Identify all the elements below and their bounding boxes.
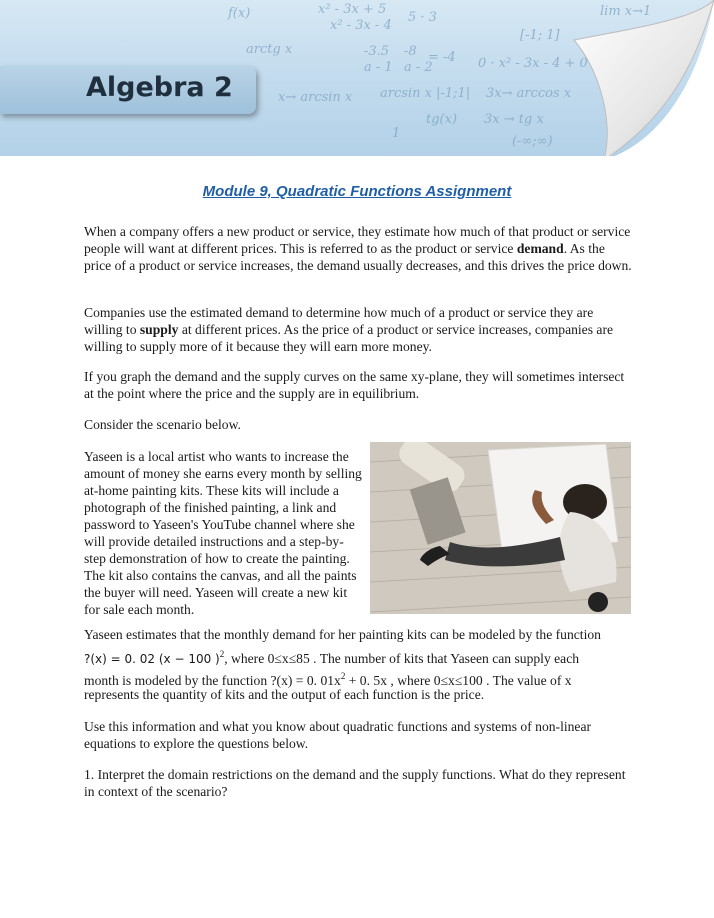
paragraph-supply: Companies use the estimated demand to determine how much of a product or service they are willing to supply at different prices. As the price of a product or service increases, companies are willing to supply more of it because they will earn more money. [84,305,613,354]
paragraph-demand-function: Yaseen estimates that the monthly demand for her painting kits can be modeled by the function [84,627,601,642]
course-title: Algebra 2 [86,72,233,103]
paragraph-scenario: Yaseen is a local artist who wants to increase the amount of money she earns every month by selling at-home painting kits. These kits will include a photograph of the finished painting, a link and password to Yaseen's YouTube channel where she will provide detailed instructions and a step-by-step demonstration of how to create the painting. The kit also contains the canvas, and all the paints the buyer will need. Yaseen will create a new kit for sale each month. [84,449,362,617]
demand-function-line: ?(x) = 0. 02 (x − 100 )$^2$, where 0≤x≤85 . The number of kits that Yaseen can supply each [84,649,580,666]
math-decoration: 0 · x² - 3x - 4 + 0 [478,56,588,71]
math-decoration: x² - 3x - 4 [330,18,392,33]
paragraph-equilibrium: If you graph the demand and the supply curves on the same xy-plane, they will sometimes intersect at the point where the price and the supply are in equilibrium. [84,369,625,401]
math-decoration: 3x→ arccos x [486,86,572,101]
paragraph-instructions: Use this information and what you know about quadratic functions and systems of non-linear equations to explore the questions below. [84,719,592,751]
page-curl-graphic [544,0,714,156]
assignment-title: Module 9, Quadratic Functions Assignment [202,183,512,200]
header-banner [0,0,714,156]
math-decoration: 1 [392,126,401,141]
paragraph-variable-meaning: represents the quantity of kits and the output of each function is the price. [84,687,485,702]
supply-function-line: month is modeled by the function ?(x) = 0. $01x^2 + 0$. 5x , where 0≤x≤100 . The value of x [84,671,572,688]
math-decoration: f(x) [228,6,251,21]
math-decoration: a - 1 [364,60,393,75]
math-decoration: a - 2 [404,60,433,75]
math-decoration: 3x → tg x [484,112,544,127]
math-decoration: x² - 3x + 5 [318,2,387,17]
math-decoration: x→ arcsin x [278,90,353,105]
artist-painting-photo [370,442,631,614]
paragraph-scenario-intro: Consider the scenario below. [84,417,241,432]
math-decoration: (-∞;∞) [512,134,553,149]
math-decoration: [-1; 1] [520,28,560,43]
math-decoration: 5 · 3 [408,10,437,25]
question-1: 1. Interpret the domain restrictions on the demand and the supply functions. What do they represent in context of the scenario? [84,767,626,799]
math-decoration: arcsin x |-1;1| [380,86,471,101]
math-decoration: -3.5 [364,44,390,59]
math-decoration: arctg x [246,42,293,57]
math-decoration: tg(x) [426,112,458,127]
math-decoration: = -4 [428,50,456,65]
math-decoration: -8 [404,44,417,59]
course-title-bar [0,66,256,114]
paragraph-demand: When a company offers a new product or service, they estimate how much of that product or service people will want at different prices. This is referred to as the product or service demand. As the price of a product or service increases, the demand usually decreases, and this drives the price down. [84,224,632,273]
math-decoration: lim x→1 [600,4,652,19]
